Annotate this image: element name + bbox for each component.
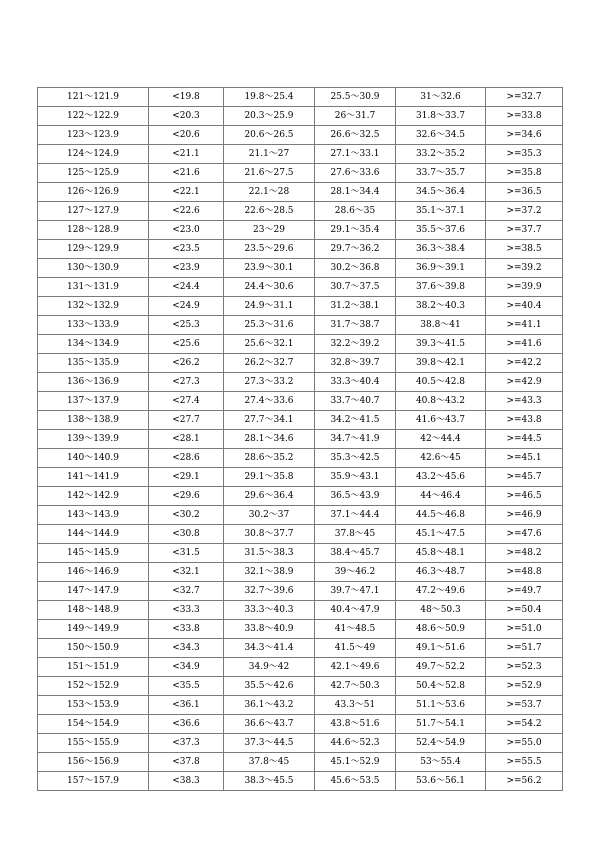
underweight-cell: <32.1 xyxy=(149,563,224,582)
normal-range-cell: 35.5～42.6 xyxy=(224,677,315,696)
table-row xyxy=(38,354,563,373)
severe-obese-cell: >=41.6 xyxy=(486,335,563,354)
height-range-cell: 148～148.9 xyxy=(38,601,149,620)
severe-obese-cell: >=46.9 xyxy=(486,506,563,525)
height-range-cell: 143～143.9 xyxy=(38,506,149,525)
obese-range-cell: 31.8～33.7 xyxy=(396,107,486,126)
obese-range-cell: 49.7～52.2 xyxy=(396,658,486,677)
normal-range-cell: 30.8～37.7 xyxy=(224,525,315,544)
normal-range-cell: 27.3～33.2 xyxy=(224,373,315,392)
data-table xyxy=(37,87,563,791)
obese-range-cell: 36.9～39.1 xyxy=(396,259,486,278)
height-range-cell: 155～155.9 xyxy=(38,734,149,753)
obese-range-cell: 45.8～48.1 xyxy=(396,544,486,563)
overweight-range-cell: 43.8～51.6 xyxy=(315,715,396,734)
obese-range-cell: 33.7～35.7 xyxy=(396,164,486,183)
overweight-range-cell: 32.2～39.2 xyxy=(315,335,396,354)
overweight-range-cell: 45.1～52.9 xyxy=(315,753,396,772)
obese-range-cell: 42.6～45 xyxy=(396,449,486,468)
underweight-cell: <35.5 xyxy=(149,677,224,696)
obese-range-cell: 38.8～41 xyxy=(396,316,486,335)
underweight-cell: <33.3 xyxy=(149,601,224,620)
table-row xyxy=(38,373,563,392)
obese-range-cell: 34.5～36.4 xyxy=(396,183,486,202)
height-range-cell: 144～144.9 xyxy=(38,525,149,544)
table-row xyxy=(38,601,563,620)
obese-range-cell: 40.5～42.8 xyxy=(396,373,486,392)
height-range-cell: 125～125.9 xyxy=(38,164,149,183)
table-row xyxy=(38,734,563,753)
overweight-range-cell: 44.6～52.3 xyxy=(315,734,396,753)
normal-range-cell: 22.1～28 xyxy=(224,183,315,202)
underweight-cell: <26.2 xyxy=(149,354,224,373)
overweight-range-cell: 30.7～37.5 xyxy=(315,278,396,297)
table-row xyxy=(38,487,563,506)
overweight-range-cell: 42.1～49.6 xyxy=(315,658,396,677)
obese-range-cell: 53.6～56.1 xyxy=(396,772,486,791)
severe-obese-cell: >=38.5 xyxy=(486,240,563,259)
underweight-cell: <27.3 xyxy=(149,373,224,392)
severe-obese-cell: >=34.6 xyxy=(486,126,563,145)
obese-range-cell: 44.5～46.8 xyxy=(396,506,486,525)
severe-obese-cell: >=52.9 xyxy=(486,677,563,696)
height-range-cell: 138～138.9 xyxy=(38,411,149,430)
underweight-cell: <25.3 xyxy=(149,316,224,335)
underweight-cell: <23.9 xyxy=(149,259,224,278)
underweight-cell: <36.1 xyxy=(149,696,224,715)
obese-range-cell: 35.1～37.1 xyxy=(396,202,486,221)
table-row xyxy=(38,240,563,259)
height-range-cell: 136～136.9 xyxy=(38,373,149,392)
obese-range-cell: 51.7～54.1 xyxy=(396,715,486,734)
height-range-cell: 130～130.9 xyxy=(38,259,149,278)
underweight-cell: <23.5 xyxy=(149,240,224,259)
table-row xyxy=(38,468,563,487)
underweight-cell: <34.3 xyxy=(149,639,224,658)
severe-obese-cell: >=51.0 xyxy=(486,620,563,639)
normal-range-cell: 24.9～31.1 xyxy=(224,297,315,316)
severe-obese-cell: >=55.0 xyxy=(486,734,563,753)
table-row xyxy=(38,525,563,544)
severe-obese-cell: >=33.8 xyxy=(486,107,563,126)
obese-range-cell: 36.3～38.4 xyxy=(396,240,486,259)
severe-obese-cell: >=39.9 xyxy=(486,278,563,297)
overweight-range-cell: 33.7～40.7 xyxy=(315,392,396,411)
normal-range-cell: 22.6～28.5 xyxy=(224,202,315,221)
normal-range-cell: 38.3～45.5 xyxy=(224,772,315,791)
obese-range-cell: 42～44.4 xyxy=(396,430,486,449)
normal-range-cell: 20.6～26.5 xyxy=(224,126,315,145)
normal-range-cell: 21.6～27.5 xyxy=(224,164,315,183)
normal-range-cell: 27.4～33.6 xyxy=(224,392,315,411)
table-row xyxy=(38,164,563,183)
severe-obese-cell: >=40.4 xyxy=(486,297,563,316)
underweight-cell: <28.1 xyxy=(149,430,224,449)
table-row xyxy=(38,677,563,696)
obese-range-cell: 51.1～53.6 xyxy=(396,696,486,715)
overweight-range-cell: 39.7～47.1 xyxy=(315,582,396,601)
table-row xyxy=(38,202,563,221)
table-row xyxy=(38,259,563,278)
overweight-range-cell: 29.7～36.2 xyxy=(315,240,396,259)
height-range-cell: 123～123.9 xyxy=(38,126,149,145)
severe-obese-cell: >=55.5 xyxy=(486,753,563,772)
overweight-range-cell: 26～31.7 xyxy=(315,107,396,126)
underweight-cell: <28.6 xyxy=(149,449,224,468)
severe-obese-cell: >=41.1 xyxy=(486,316,563,335)
height-range-cell: 142～142.9 xyxy=(38,487,149,506)
overweight-range-cell: 35.3～42.5 xyxy=(315,449,396,468)
height-range-cell: 132～132.9 xyxy=(38,297,149,316)
normal-range-cell: 26.2～32.7 xyxy=(224,354,315,373)
table-row xyxy=(38,696,563,715)
height-range-cell: 145～145.9 xyxy=(38,544,149,563)
obese-range-cell: 46.3～48.7 xyxy=(396,563,486,582)
overweight-range-cell: 34.2～41.5 xyxy=(315,411,396,430)
normal-range-cell: 23.9～30.1 xyxy=(224,259,315,278)
underweight-cell: <22.1 xyxy=(149,183,224,202)
table-row xyxy=(38,126,563,145)
severe-obese-cell: >=52.3 xyxy=(486,658,563,677)
table-row xyxy=(38,658,563,677)
overweight-range-cell: 35.9～43.1 xyxy=(315,468,396,487)
overweight-range-cell: 37.1～44.4 xyxy=(315,506,396,525)
underweight-cell: <27.7 xyxy=(149,411,224,430)
underweight-cell: <30.2 xyxy=(149,506,224,525)
obese-range-cell: 33.2～35.2 xyxy=(396,145,486,164)
table-row xyxy=(38,544,563,563)
height-range-cell: 154～154.9 xyxy=(38,715,149,734)
overweight-range-cell: 30.2～36.8 xyxy=(315,259,396,278)
height-range-cell: 140～140.9 xyxy=(38,449,149,468)
normal-range-cell: 31.5～38.3 xyxy=(224,544,315,563)
normal-range-cell: 32.7～39.6 xyxy=(224,582,315,601)
severe-obese-cell: >=35.3 xyxy=(486,145,563,164)
severe-obese-cell: >=37.2 xyxy=(486,202,563,221)
normal-range-cell: 34.3～41.4 xyxy=(224,639,315,658)
table-row xyxy=(38,297,563,316)
table-row xyxy=(38,335,563,354)
height-range-cell: 153～153.9 xyxy=(38,696,149,715)
obese-range-cell: 32.6～34.5 xyxy=(396,126,486,145)
overweight-range-cell: 38.4～45.7 xyxy=(315,544,396,563)
obese-range-cell: 31～32.6 xyxy=(396,88,486,107)
severe-obese-cell: >=36.5 xyxy=(486,183,563,202)
obese-range-cell: 39.8～42.1 xyxy=(396,354,486,373)
height-range-cell: 129～129.9 xyxy=(38,240,149,259)
overweight-range-cell: 41.5～49 xyxy=(315,639,396,658)
table-row xyxy=(38,772,563,791)
height-range-cell: 156～156.9 xyxy=(38,753,149,772)
obese-range-cell: 49.1～51.6 xyxy=(396,639,486,658)
severe-obese-cell: >=49.7 xyxy=(486,582,563,601)
normal-range-cell: 29.1～35.8 xyxy=(224,468,315,487)
overweight-range-cell: 26.6～32.5 xyxy=(315,126,396,145)
overweight-range-cell: 37.8～45 xyxy=(315,525,396,544)
underweight-cell: <22.6 xyxy=(149,202,224,221)
overweight-range-cell: 34.7～41.9 xyxy=(315,430,396,449)
underweight-cell: <29.6 xyxy=(149,487,224,506)
table-row xyxy=(38,145,563,164)
underweight-cell: <24.4 xyxy=(149,278,224,297)
severe-obese-cell: >=54.2 xyxy=(486,715,563,734)
normal-range-cell: 28.1～34.6 xyxy=(224,430,315,449)
overweight-range-cell: 42.7～50.3 xyxy=(315,677,396,696)
table-row xyxy=(38,582,563,601)
normal-range-cell: 19.8～25.4 xyxy=(224,88,315,107)
obese-range-cell: 40.8～43.2 xyxy=(396,392,486,411)
table-row xyxy=(38,563,563,582)
underweight-cell: <37.8 xyxy=(149,753,224,772)
table-row xyxy=(38,411,563,430)
normal-range-cell: 33.8～40.9 xyxy=(224,620,315,639)
table-row xyxy=(38,639,563,658)
normal-range-cell: 20.3～25.9 xyxy=(224,107,315,126)
severe-obese-cell: >=47.6 xyxy=(486,525,563,544)
underweight-cell: <20.3 xyxy=(149,107,224,126)
normal-range-cell: 21.1～27 xyxy=(224,145,315,164)
table-row xyxy=(38,430,563,449)
obese-range-cell: 37.6～39.8 xyxy=(396,278,486,297)
table-row xyxy=(38,506,563,525)
height-range-cell: 131～131.9 xyxy=(38,278,149,297)
height-range-cell: 147～147.9 xyxy=(38,582,149,601)
overweight-range-cell: 27.6～33.6 xyxy=(315,164,396,183)
underweight-cell: <36.6 xyxy=(149,715,224,734)
height-range-cell: 121～121.9 xyxy=(38,88,149,107)
obese-range-cell: 43.2～45.6 xyxy=(396,468,486,487)
height-range-cell: 126～126.9 xyxy=(38,183,149,202)
obese-range-cell: 48～50.3 xyxy=(396,601,486,620)
severe-obese-cell: >=50.4 xyxy=(486,601,563,620)
normal-range-cell: 36.6～43.7 xyxy=(224,715,315,734)
overweight-range-cell: 40.4～47.9 xyxy=(315,601,396,620)
table-row xyxy=(38,316,563,335)
height-range-cell: 135～135.9 xyxy=(38,354,149,373)
table-row xyxy=(38,449,563,468)
overweight-range-cell: 45.6～53.5 xyxy=(315,772,396,791)
obese-range-cell: 50.4～52.8 xyxy=(396,677,486,696)
table-row xyxy=(38,88,563,107)
height-range-cell: 133～133.9 xyxy=(38,316,149,335)
overweight-range-cell: 41～48.5 xyxy=(315,620,396,639)
overweight-range-cell: 32.8～39.7 xyxy=(315,354,396,373)
overweight-range-cell: 29.1～35.4 xyxy=(315,221,396,240)
obese-range-cell: 35.5～37.6 xyxy=(396,221,486,240)
obese-range-cell: 38.2～40.3 xyxy=(396,297,486,316)
underweight-cell: <30.8 xyxy=(149,525,224,544)
table-row xyxy=(38,183,563,202)
table-row xyxy=(38,221,563,240)
height-range-cell: 124～124.9 xyxy=(38,145,149,164)
underweight-cell: <33.8 xyxy=(149,620,224,639)
normal-range-cell: 32.1～38.9 xyxy=(224,563,315,582)
normal-range-cell: 28.6～35.2 xyxy=(224,449,315,468)
underweight-cell: <20.6 xyxy=(149,126,224,145)
normal-range-cell: 29.6～36.4 xyxy=(224,487,315,506)
severe-obese-cell: >=53.7 xyxy=(486,696,563,715)
underweight-cell: <27.4 xyxy=(149,392,224,411)
underweight-cell: <25.6 xyxy=(149,335,224,354)
overweight-range-cell: 39～46.2 xyxy=(315,563,396,582)
normal-range-cell: 25.6～32.1 xyxy=(224,335,315,354)
height-range-cell: 149～149.9 xyxy=(38,620,149,639)
severe-obese-cell: >=42.9 xyxy=(486,373,563,392)
normal-range-cell: 24.4～30.6 xyxy=(224,278,315,297)
severe-obese-cell: >=43.8 xyxy=(486,411,563,430)
overweight-range-cell: 43.3～51 xyxy=(315,696,396,715)
overweight-range-cell: 31.2～38.1 xyxy=(315,297,396,316)
table-body xyxy=(38,88,563,791)
height-range-cell: 141～141.9 xyxy=(38,468,149,487)
normal-range-cell: 33.3～40.3 xyxy=(224,601,315,620)
severe-obese-cell: >=32.7 xyxy=(486,88,563,107)
severe-obese-cell: >=45.7 xyxy=(486,468,563,487)
overweight-range-cell: 33.3～40.4 xyxy=(315,373,396,392)
overweight-range-cell: 36.5～43.9 xyxy=(315,487,396,506)
underweight-cell: <32.7 xyxy=(149,582,224,601)
height-range-cell: 122～122.9 xyxy=(38,107,149,126)
normal-range-cell: 37.3～44.5 xyxy=(224,734,315,753)
severe-obese-cell: >=35.8 xyxy=(486,164,563,183)
normal-range-cell: 37.8～45 xyxy=(224,753,315,772)
underweight-cell: <19.8 xyxy=(149,88,224,107)
severe-obese-cell: >=48.8 xyxy=(486,563,563,582)
obese-range-cell: 44～46.4 xyxy=(396,487,486,506)
underweight-cell: <31.5 xyxy=(149,544,224,563)
severe-obese-cell: >=45.1 xyxy=(486,449,563,468)
severe-obese-cell: >=46.5 xyxy=(486,487,563,506)
obese-range-cell: 45.1～47.5 xyxy=(396,525,486,544)
normal-range-cell: 23.5～29.6 xyxy=(224,240,315,259)
severe-obese-cell: >=42.2 xyxy=(486,354,563,373)
overweight-range-cell: 27.1～33.1 xyxy=(315,145,396,164)
obese-range-cell: 48.6～50.9 xyxy=(396,620,486,639)
height-range-cell: 151～151.9 xyxy=(38,658,149,677)
overweight-range-cell: 31.7～38.7 xyxy=(315,316,396,335)
normal-range-cell: 36.1～43.2 xyxy=(224,696,315,715)
obese-range-cell: 39.3～41.5 xyxy=(396,335,486,354)
obese-range-cell: 47.2～49.6 xyxy=(396,582,486,601)
severe-obese-cell: >=44.5 xyxy=(486,430,563,449)
underweight-cell: <29.1 xyxy=(149,468,224,487)
table-row xyxy=(38,107,563,126)
height-range-cell: 128～128.9 xyxy=(38,221,149,240)
overweight-range-cell: 28.1～34.4 xyxy=(315,183,396,202)
underweight-cell: <38.3 xyxy=(149,772,224,791)
height-range-cell: 139～139.9 xyxy=(38,430,149,449)
severe-obese-cell: >=51.7 xyxy=(486,639,563,658)
table-row xyxy=(38,278,563,297)
height-range-cell: 152～152.9 xyxy=(38,677,149,696)
height-range-cell: 157～157.9 xyxy=(38,772,149,791)
normal-range-cell: 27.7～34.1 xyxy=(224,411,315,430)
severe-obese-cell: >=56.2 xyxy=(486,772,563,791)
table-row xyxy=(38,392,563,411)
underweight-cell: <24.9 xyxy=(149,297,224,316)
normal-range-cell: 25.3～31.6 xyxy=(224,316,315,335)
underweight-cell: <37.3 xyxy=(149,734,224,753)
underweight-cell: <21.6 xyxy=(149,164,224,183)
severe-obese-cell: >=48.2 xyxy=(486,544,563,563)
normal-range-cell: 34.9～42 xyxy=(224,658,315,677)
obese-range-cell: 41.6～43.7 xyxy=(396,411,486,430)
severe-obese-cell: >=43.3 xyxy=(486,392,563,411)
normal-range-cell: 23～29 xyxy=(224,221,315,240)
overweight-range-cell: 28.6～35 xyxy=(315,202,396,221)
normal-range-cell: 30.2～37 xyxy=(224,506,315,525)
height-range-cell: 134～134.9 xyxy=(38,335,149,354)
height-range-cell: 146～146.9 xyxy=(38,563,149,582)
underweight-cell: <21.1 xyxy=(149,145,224,164)
severe-obese-cell: >=37.7 xyxy=(486,221,563,240)
obese-range-cell: 52.4～54.9 xyxy=(396,734,486,753)
severe-obese-cell: >=39.2 xyxy=(486,259,563,278)
obese-range-cell: 53～55.4 xyxy=(396,753,486,772)
table-row xyxy=(38,620,563,639)
underweight-cell: <23.0 xyxy=(149,221,224,240)
height-range-cell: 127～127.9 xyxy=(38,202,149,221)
table-row xyxy=(38,753,563,772)
height-range-cell: 137～137.9 xyxy=(38,392,149,411)
table-row xyxy=(38,715,563,734)
overweight-range-cell: 25.5～30.9 xyxy=(315,88,396,107)
underweight-cell: <34.9 xyxy=(149,658,224,677)
height-range-cell: 150～150.9 xyxy=(38,639,149,658)
